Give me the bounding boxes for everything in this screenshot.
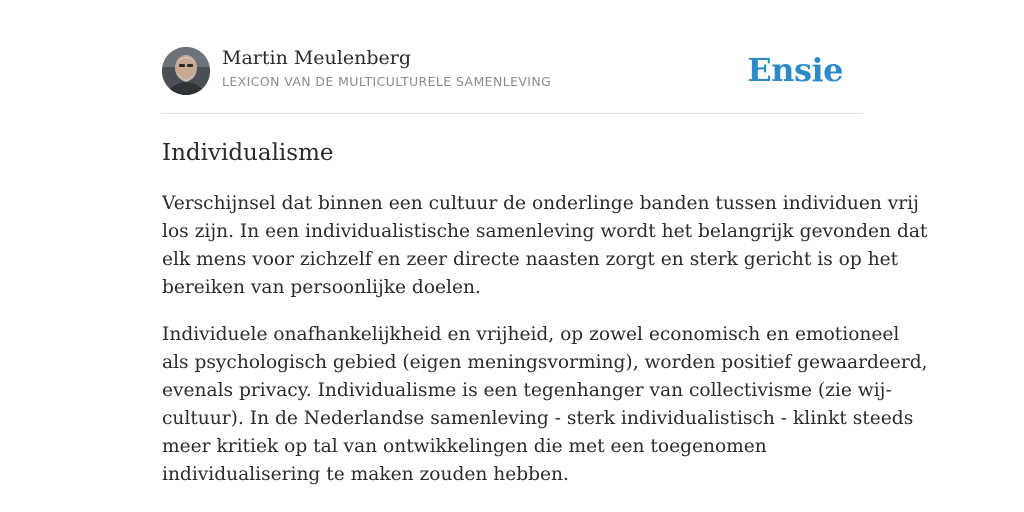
author-name[interactable]: Martin Meulenberg	[222, 47, 411, 69]
text-line: individualisering te maken zouden hebben.	[162, 464, 569, 485]
ensie-logo[interactable]: Ensie	[747, 51, 843, 89]
text-line: bereiken van persoonlijke doelen.	[162, 277, 481, 298]
text-line: los zijn. In een individualistische samenleving wordt het belangrijk gevonden dat	[162, 221, 928, 242]
entry-title: Individualisme	[162, 140, 334, 166]
entry-header	[162, 46, 862, 96]
paragraph	[162, 190, 928, 302]
paragraph	[162, 321, 928, 489]
text-line: Verschijnsel dat binnen een cultuur de onderlinge banden tussen individuen vrij	[162, 193, 919, 214]
author-avatar[interactable]	[162, 47, 210, 95]
text-line: cultuur). In de Nederlandse samenleving - sterk individualistisch - klinkt steeds	[162, 408, 914, 429]
entry-card	[162, 0, 928, 512]
text-line: als psychologisch gebied (eigen meningsvorming), worden positief gewaardeerd,	[162, 352, 928, 373]
text-line: meer kritiek op tal van ontwikkelingen die met een toegenomen	[162, 436, 767, 457]
text-line: evenals privacy. Individualisme is een tegenhanger van collectivisme (zie wij-	[162, 380, 892, 401]
text-line: elk mens voor zichzelf en zeer directe naasten zorgt en sterk gericht is op het	[162, 249, 899, 270]
source-title[interactable]: LEXICON VAN DE MULTICULTURELE SAMENLEVING	[222, 74, 552, 89]
text-line: Individuele onafhankelijkheid en vrijheid, op zowel economisch en emotioneel	[162, 324, 900, 345]
author-photo-icon	[162, 47, 210, 95]
header-divider	[162, 113, 862, 114]
entry-body	[162, 190, 928, 508]
